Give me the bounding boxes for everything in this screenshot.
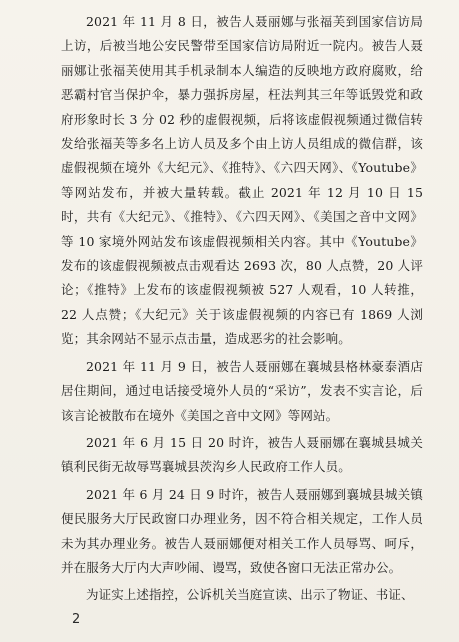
paragraph-evidence: 为证实上述指控，公诉机关当庭宣读、出示了物证、书证、	[86, 587, 414, 603]
paragraph-foreign-interview: 2021 年 11 月 9 日，被告人聂丽娜在襄城县格林豪泰酒店居住期间，通过电话接受境外人员的“采访”，发表不实言论，后该言论被散布在境外《美国之音中文网》等网站。	[61, 358, 423, 423]
paragraph-street-insult: 2021 年 6 月 15 日 20 时许，被告人聂丽娜在襄城县城关镇利民街无故辱骂襄城县茨沟乡人民政府工作人员。	[61, 434, 423, 475]
document-body	[61, 10, 423, 611]
paragraph-service-hall: 2021 年 6 月 24 日 9 时许，被告人聂丽娜到襄城县城关镇便民服务大厅民政窗口办理业务，因不符合相关规定，工作人员未为其办理业务。被告人聂丽娜便对相关工作人员辱骂、呵斥，并在服务大厅内大声吵闹、谩骂，致使各窗口无法正常办公。	[61, 486, 423, 575]
page-number: 2	[72, 612, 81, 627]
paragraph-petition-video: 2021 年 11 月 8 日，被告人聂丽娜与张福芙到国家信访局上访，后被当地公安民警带至国家信访局附近一院内。被告人聂丽娜让张福芙使用其手机录制本人编造的反映地方政府腐败，给恶霸村官当保护伞，暴力强拆房屋，枉法判其三年等诋毁党和政府形象时长 3 分 02 秒的虚假视频，后将该虚假视频通过微信转发给张福芙等多名上访人员及多个由上访人员组成的微信群，该虚假视频在境外《大纪元》、《推特》、《六四天网》、《Youtube》等网站发布，并被大量转载。截止 2021 年 12 月 10 日 15 时，共有《大纪元》、《推特》、《六四天网》、《美国之音中文网》等 10 家境外网站发布该虚假视频相关内容。其中《Youtube》发布的该虚假视频被点击观看达 2693 次，80 人点赞，20 人评论；《推特》上发布的该虚假视频被 527 人观看，10 人转推，22 人点赞；《大纪元》关于该虚假视频的内容已有 1869 人浏览；其余网站不显示点击量，造成恶劣的社会影响。	[61, 14, 423, 347]
